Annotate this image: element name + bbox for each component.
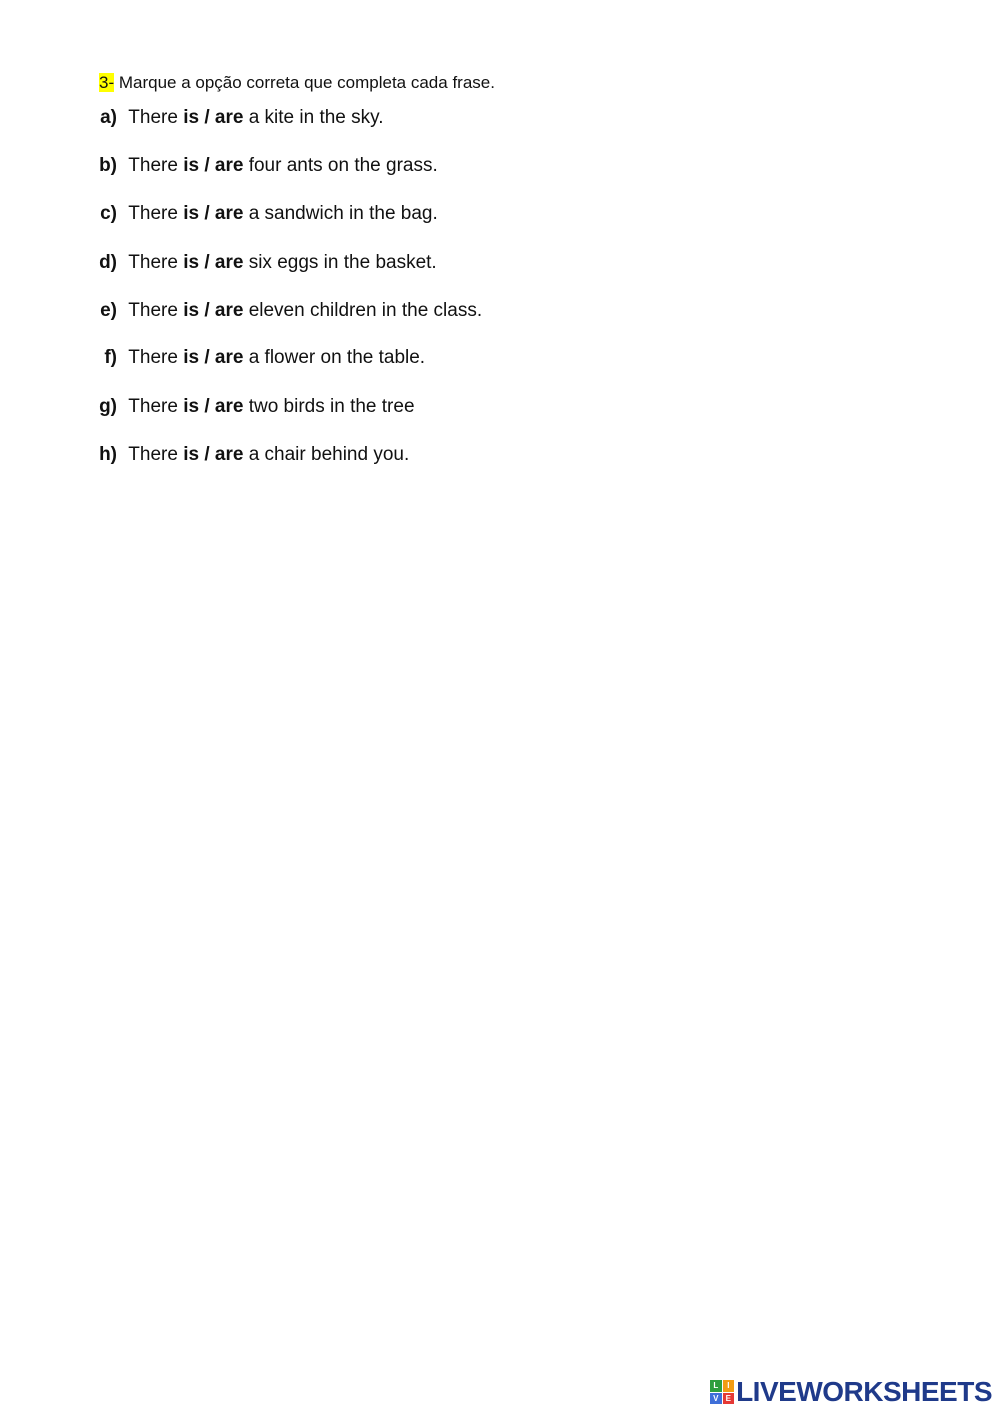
logo-tile: V xyxy=(710,1393,722,1405)
item-letter: g) xyxy=(99,396,117,417)
choice-options[interactable]: is / are xyxy=(183,347,244,368)
item-letter: d) xyxy=(99,252,117,273)
sentence-item xyxy=(0,104,384,132)
item-letter: b) xyxy=(99,155,117,176)
item-start: There xyxy=(128,155,178,176)
liveworksheets-brand xyxy=(710,1377,992,1407)
item-rest: a sandwich in the bag. xyxy=(243,203,438,224)
item-start: There xyxy=(128,347,178,368)
item-start: There xyxy=(128,396,178,417)
sentence-item xyxy=(0,344,425,372)
item-start: There xyxy=(128,107,178,128)
sentence-item xyxy=(0,297,482,325)
item-letter: e) xyxy=(100,300,117,321)
question-number: 3- xyxy=(99,73,115,92)
item-start: There xyxy=(128,300,178,321)
sentence-item xyxy=(0,249,437,277)
item-rest: a chair behind you. xyxy=(243,444,410,465)
instruction-line xyxy=(99,72,495,94)
sentence-item xyxy=(0,441,409,469)
item-rest: four ants on the grass. xyxy=(243,155,438,176)
choice-options[interactable]: is / are xyxy=(183,252,244,273)
logo-tile: L xyxy=(710,1380,722,1392)
item-rest: eleven children in the class. xyxy=(243,300,483,321)
logo-tile: E xyxy=(723,1393,735,1405)
item-rest: six eggs in the basket. xyxy=(243,252,437,273)
brand-name: LIVEWORKSHEETS xyxy=(736,1376,992,1407)
item-letter: c) xyxy=(100,203,117,224)
item-letter: f) xyxy=(104,347,117,368)
choice-options[interactable]: is / are xyxy=(183,107,244,128)
instruction-text: Marque a opção correta que completa cada frase. xyxy=(114,73,495,92)
sentence-item xyxy=(0,393,415,421)
liveworksheets-logo-icon xyxy=(710,1380,734,1404)
item-rest: a kite in the sky. xyxy=(243,107,384,128)
item-letter: h) xyxy=(99,444,117,465)
choice-options[interactable]: is / are xyxy=(183,396,244,417)
choice-options[interactable]: is / are xyxy=(183,300,244,321)
choice-options[interactable]: is / are xyxy=(183,444,244,465)
sentence-item xyxy=(0,152,438,180)
item-start: There xyxy=(128,252,178,273)
item-letter: a) xyxy=(100,107,117,128)
item-rest: a flower on the table. xyxy=(243,347,426,368)
choice-options[interactable]: is / are xyxy=(183,203,244,224)
item-rest: two birds in the tree xyxy=(243,396,415,417)
sentence-item xyxy=(0,200,438,228)
logo-tile: I xyxy=(723,1380,735,1392)
choice-options[interactable]: is / are xyxy=(183,155,244,176)
item-start: There xyxy=(128,444,178,465)
item-start: There xyxy=(128,203,178,224)
